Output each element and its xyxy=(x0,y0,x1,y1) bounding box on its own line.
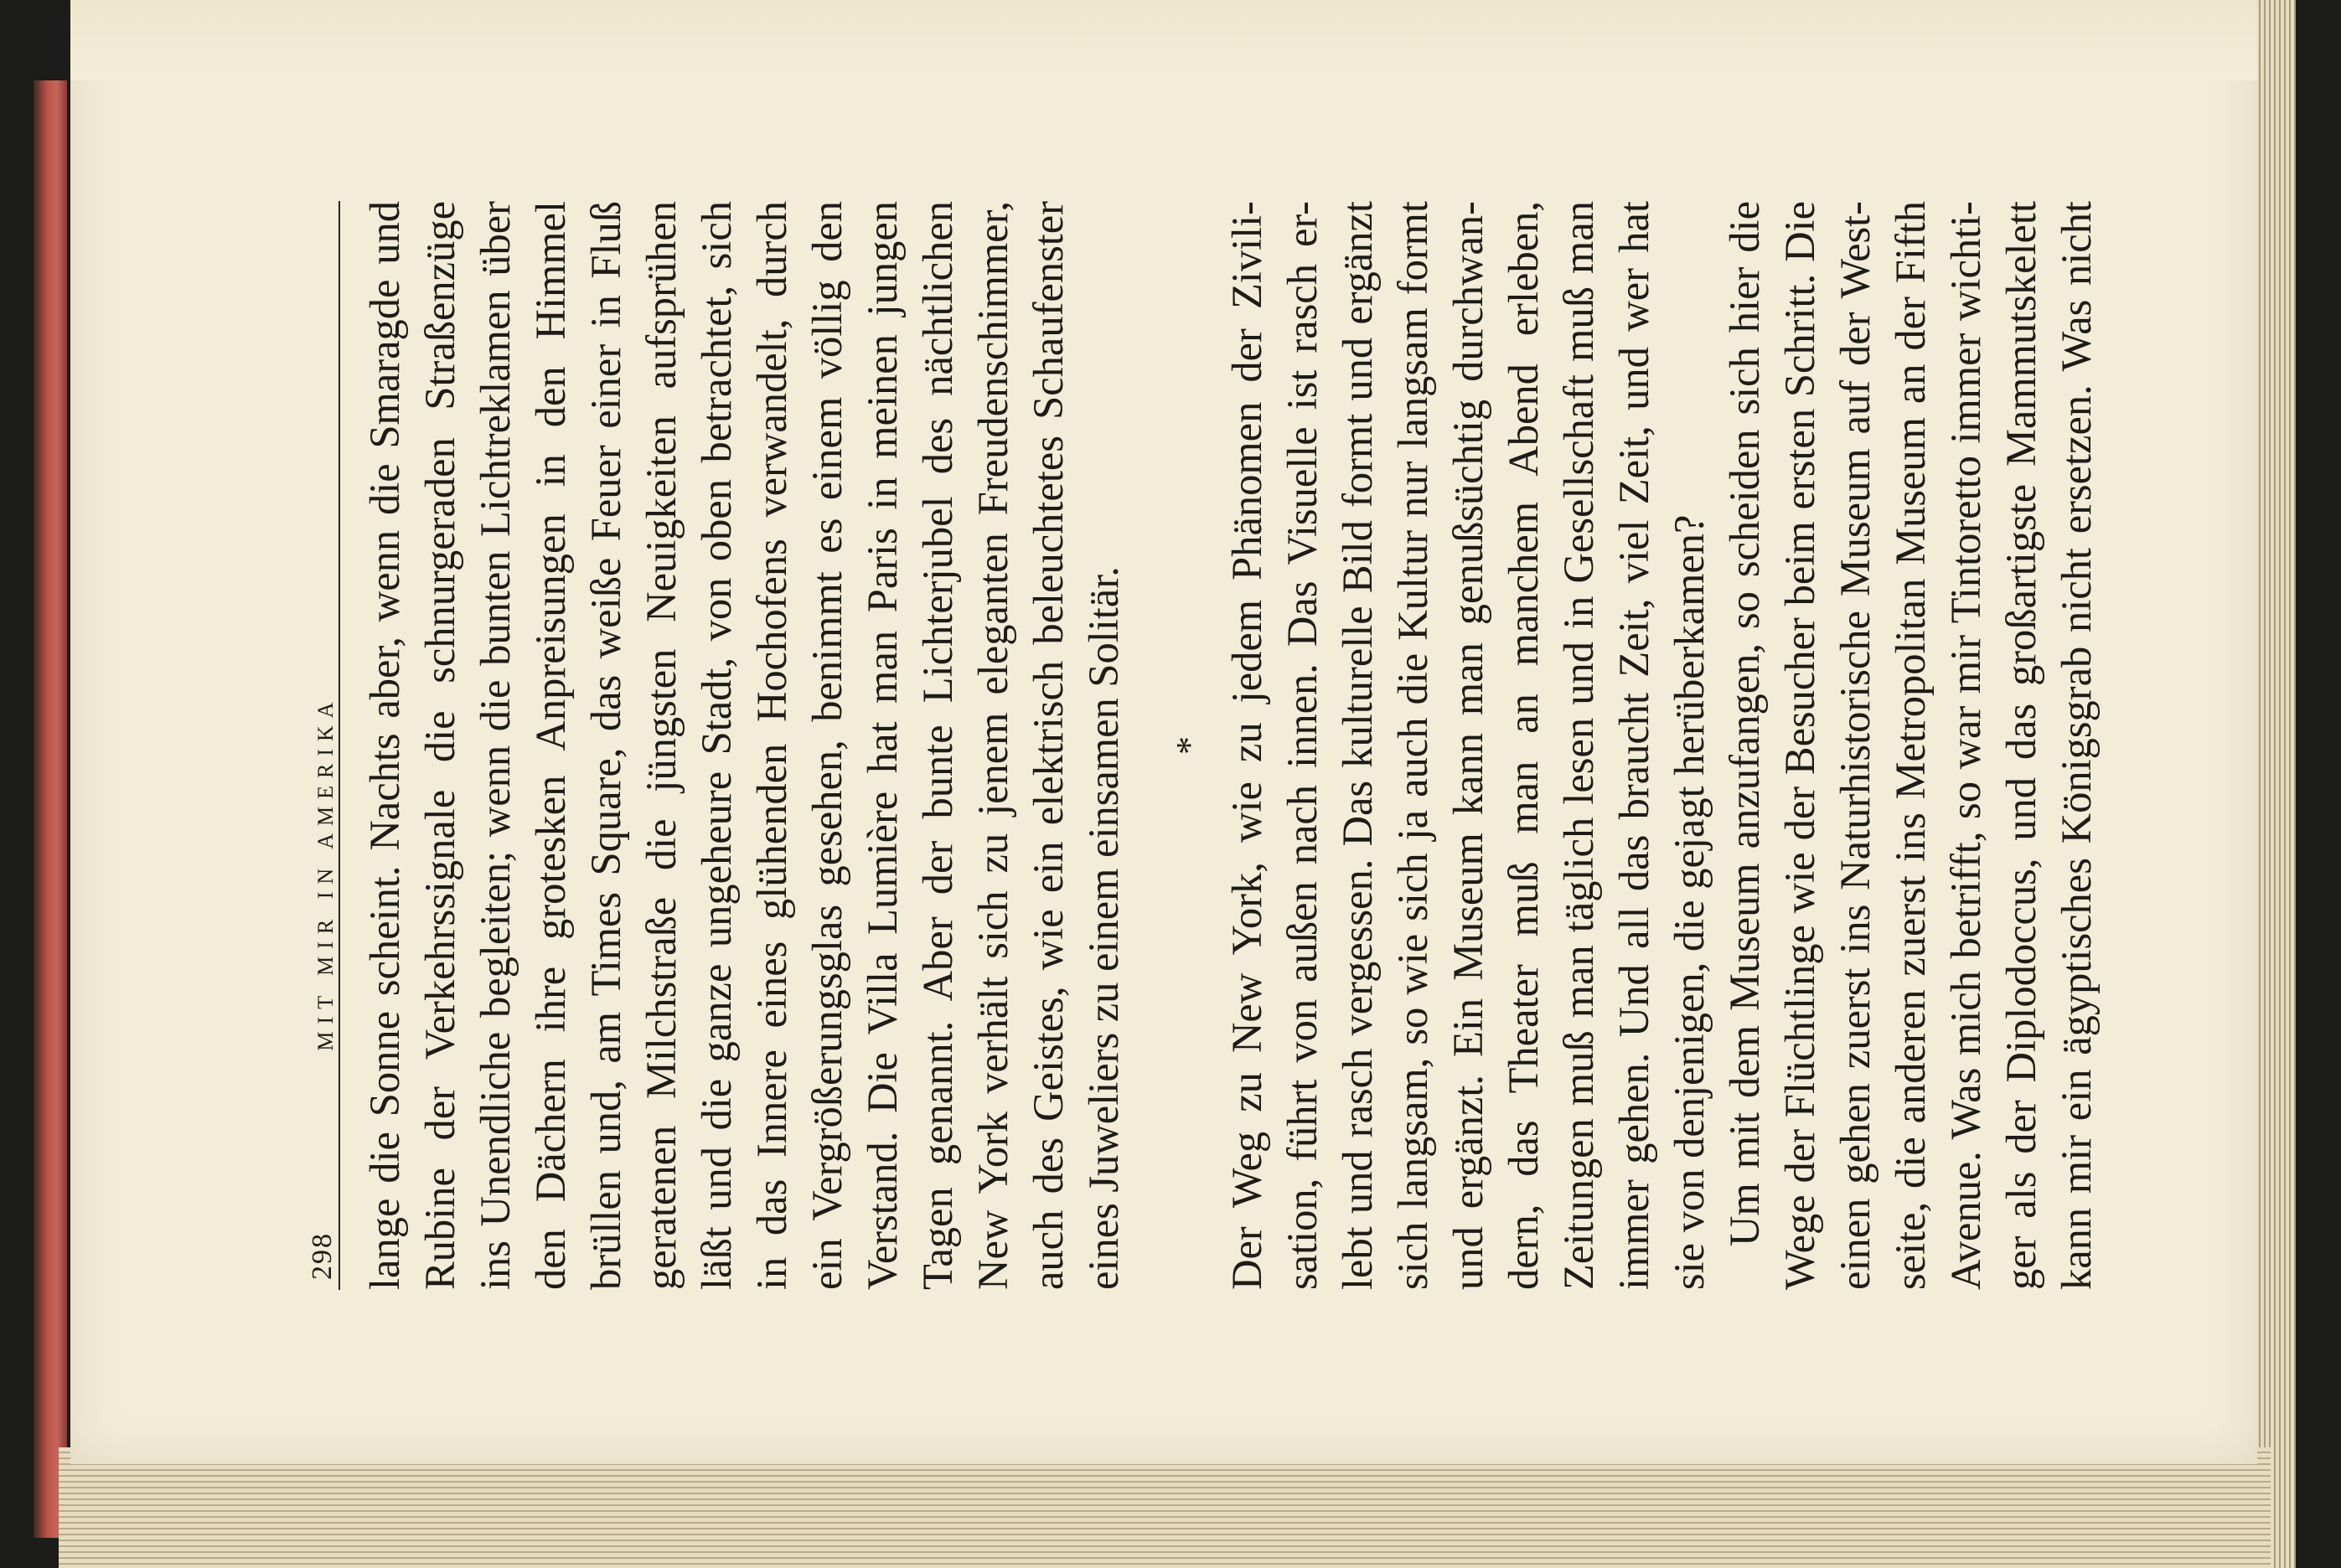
text-line: Zeitungen muß man täglich lesen und in Gesellschaft muß man xyxy=(1555,201,1602,1290)
text-line: ein Vergrößerungsglas gesehen, benimmt es einem völlig den xyxy=(804,201,850,1290)
text-line: immer gehen. Und all das braucht Zeit, viel Zeit, und wer hat xyxy=(1610,201,1657,1290)
text-line: Der Weg zu New York, wie zu jedem Phänomen der Zivili- xyxy=(1223,201,1270,1290)
text-line: läßt und die ganze ungeheure Stadt, von oben betrachtet, sich xyxy=(693,201,740,1290)
page-header xyxy=(297,201,340,1290)
running-head: MIT MIR IN AMERIKA xyxy=(313,694,338,1051)
body-text xyxy=(357,201,2104,1290)
text-line: New York verhält sich zu jenem eleganten Freudenschimmer, xyxy=(969,201,1016,1290)
page-content xyxy=(297,201,2100,1290)
page-stack-bottom xyxy=(59,1447,2271,1568)
text-line: Um mit dem Museum anzufangen, so scheiden sich hier die xyxy=(1721,201,1768,1246)
text-line: dern, das Theater muß man an manchem Abend erleben, xyxy=(1500,201,1547,1290)
text-line: sation, führt von außen nach innen. Das Visuelle ist rasch er- xyxy=(1279,201,1326,1290)
text-line: Avenue. Was mich betrifft, so war mir Tintoretto immer wichti- xyxy=(1942,201,1989,1290)
page-top-edge xyxy=(70,0,2257,80)
text-line: ins Unendliche begleiten; wenn die bunten Lichtreklamen über xyxy=(472,201,519,1290)
paragraph-3 xyxy=(1717,201,2104,1290)
text-line: sie von denjenigen, die gejagt herüberkamen? xyxy=(1666,514,1713,1290)
text-line: und ergänzt. Ein Museum kann man genußsüchtig durchwan- xyxy=(1444,201,1491,1290)
text-line: eines Juweliers zu einem einsamen Solitär. xyxy=(1080,566,1127,1290)
section-break: * xyxy=(1169,736,1210,755)
text-line: Verstand. Die Villa Lumière hat man Paris in meinen jungen xyxy=(859,201,906,1290)
text-line: geratenen Milchstraße die jüngsten Neuigkeiten aufsprühen xyxy=(638,201,685,1290)
page-number: 298 xyxy=(307,1232,338,1280)
paragraph-2 xyxy=(1219,201,1717,1290)
text-line: ger als der Diplodoccus, und das großartigste Mammutskelett xyxy=(1997,201,2044,1290)
text-line: in das Innere eines glühenden Hochofens verwandelt, durch xyxy=(748,201,795,1290)
text-line: einen gehen zuerst ins Naturhistorische Museum auf der West- xyxy=(1832,201,1878,1290)
text-line: den Dächern ihre grotesken Anpreisungen in den Himmel xyxy=(527,201,574,1290)
text-line: Tagen genannt. Aber der bunte Lichterjubel des nächtlichen xyxy=(914,201,961,1290)
text-line: kann mir ein ägyptisches Königsgrab nicht ersetzen. Was nicht xyxy=(2053,201,2100,1290)
text-line: seite, die anderen zuerst ins Metropolitan Museum an der Fifth xyxy=(1887,201,1934,1290)
text-line: brüllen und, am Times Square, das weiße Feuer einer in Fluß xyxy=(582,201,629,1290)
text-line: lebt und rasch vergessen. Das kulturelle Bild formt und ergänzt xyxy=(1334,201,1381,1290)
book-edge xyxy=(34,80,67,1538)
text-line: Wege der Flüchtlinge wie der Besucher beim ersten Schritt. Die xyxy=(1776,201,1823,1290)
text-line: lange die Sonne scheint. Nachts aber, wenn die Smaragde und xyxy=(361,201,408,1290)
paragraph-1 xyxy=(357,201,1131,1290)
text-line: Rubine der Verkehrssignale die schnurgeraden Straßenzüge xyxy=(416,201,463,1290)
text-line: auch des Geistes, wie ein elektrisch beleuchtetes Schaufenster xyxy=(1025,201,1072,1290)
text-line: sich langsam, so wie sich ja auch die Kultur nur langsam formt xyxy=(1389,201,1436,1290)
